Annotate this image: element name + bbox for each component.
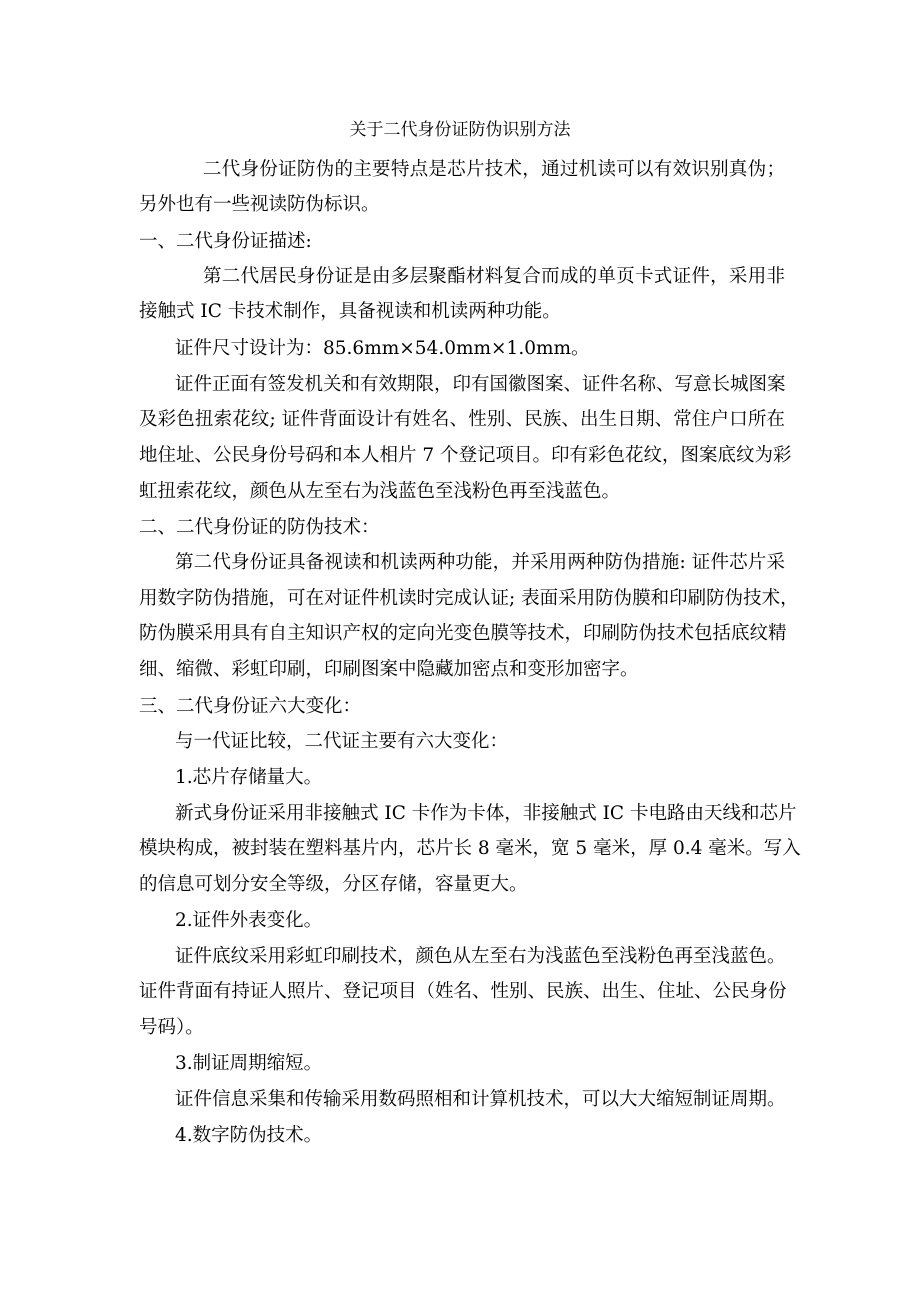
paragraph-line: 新式身份证采用非接触式 IC 卡作为卡体，非接触式 IC 卡电路由天线和芯片	[175, 803, 797, 824]
paragraph-line: 证件底纹采用彩虹印刷技术，颜色从左至右为浅蓝色至浅粉色再至浅蓝色。	[175, 946, 786, 967]
paragraph-line: 证件信息采集和传输采用数码照相和计算机技术，可以大大缩短制证周期。	[175, 1089, 786, 1110]
size-line: 证件尺寸设计为：85.6mm×54.0mm×1.0mm。	[175, 338, 590, 359]
paragraph-line: 接触式 IC 卡技术制作，具备视读和机读两种功能。	[139, 301, 561, 322]
intro-line: 二代身份证防伪的主要特点是芯片技术，通过机读可以有效识别真伪；	[203, 159, 785, 180]
paragraph-line: 防伪膜采用具有自主知识产权的定向光变色膜等技术，印刷防伪技术包括底纹精	[139, 623, 787, 644]
paragraph-line: 模块构成，被封装在塑料基片内，芯片长 8 毫米，宽 5 毫米，厚 0.4 毫米。写入	[139, 838, 801, 859]
item-title: 1.芯片存储量大。	[175, 767, 323, 788]
section-heading-anticounterfeit: 二、二代身份证的防伪技术：	[139, 517, 380, 538]
paragraph-line: 虹扭索花纹，颜色从左至右为浅蓝色至浅粉色再至浅蓝色。	[139, 481, 621, 502]
section-heading-changes: 三、二代身份证六大变化：	[139, 696, 362, 717]
section-heading-description: 一、二代身份证描述:	[139, 231, 312, 252]
paragraph-line: 第二代居民身份证是由多层聚酯材料复合而成的单页卡式证件，采用非	[203, 266, 785, 287]
paragraph-line: 及彩色扭索花纹; 证件背面设计有姓名、性别、民族、出生日期、常住户口所在	[139, 409, 785, 430]
paragraph-line: 证件正面有签发机关和有效期限，印有国徽图案、证件名称、写意长城图案	[175, 374, 786, 395]
intro-line: 另外也有一些视读防伪标识。	[139, 194, 380, 215]
paragraph-line: 细、缩微、彩虹印刷，印刷图案中隐藏加密点和变形加密字。	[139, 659, 639, 680]
paragraph-line: 第二代身份证具备视读和机读两种功能，并采用两种防伪措施: 证件芯片采	[175, 552, 785, 573]
changes-intro: 与一代证比较，二代证主要有六大变化：	[175, 731, 509, 752]
paragraph-line: 证件背面有持证人照片、登记项目（姓名、性别、民族、出生、住址、公民身份	[139, 981, 787, 1002]
item-title: 2.证件外表变化。	[175, 910, 323, 931]
item-title: 4.数字防伪技术。	[175, 1125, 323, 1146]
paragraph-line: 用数字防伪措施，可在对证件机读时完成认证; 表面采用防伪膜和印刷防伪技术，	[139, 588, 799, 609]
document-title: 关于二代身份证防伪识别方法	[349, 120, 571, 140]
item-title: 3.制证周期缩短。	[175, 1053, 323, 1074]
paragraph-line: 的信息可划分安全等级，分区存储，容量更大。	[139, 874, 528, 895]
paragraph-line: 地住址、公民身份号码和本人相片 7 个登记项目。印有彩色花纹，图案底纹为彩	[139, 445, 792, 466]
paragraph-line: 号码）。	[139, 1017, 204, 1038]
